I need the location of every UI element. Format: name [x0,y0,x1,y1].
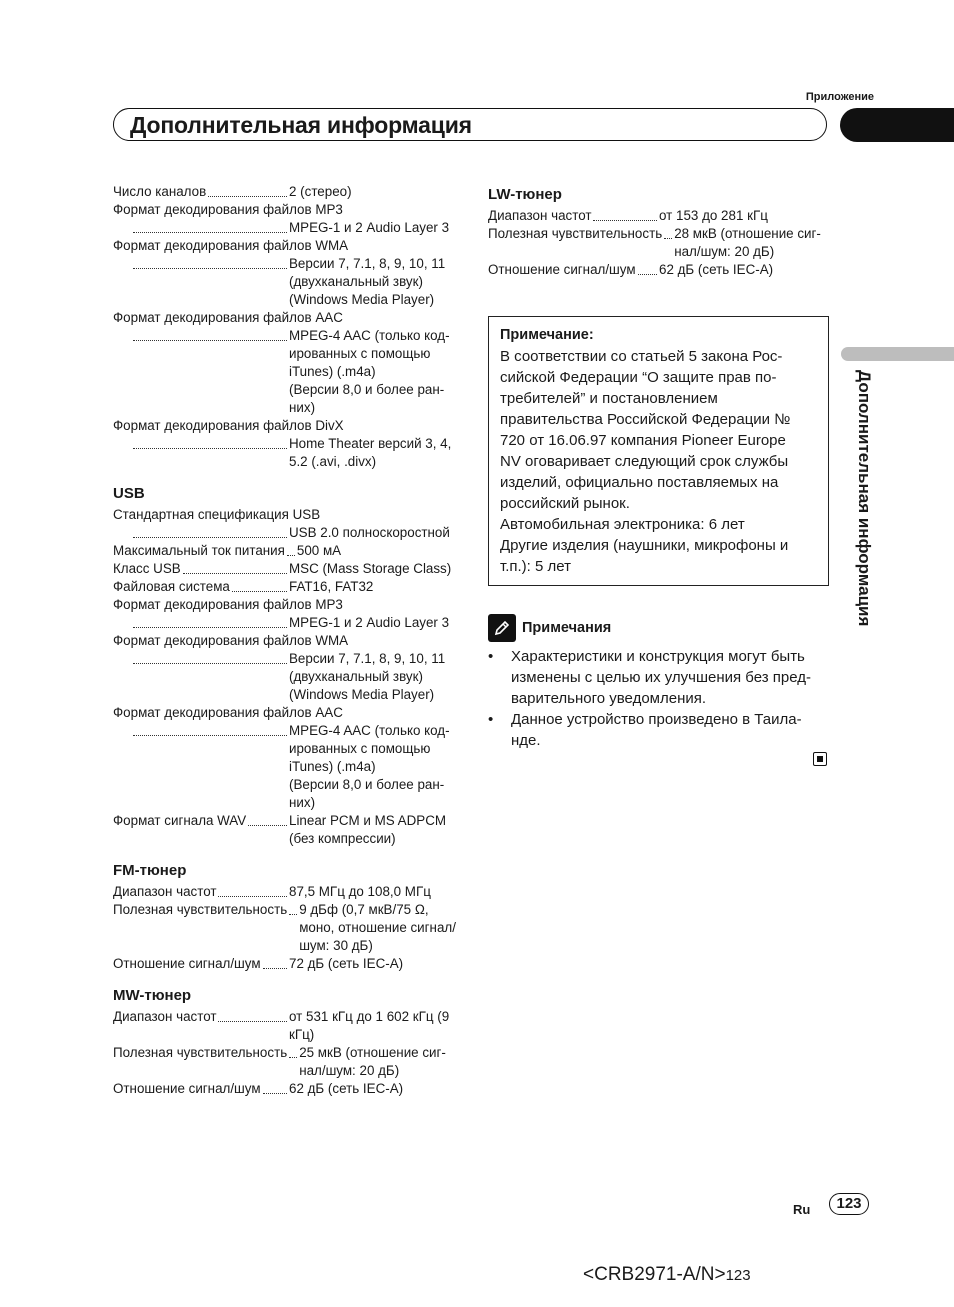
spec-value [289,812,458,848]
list-item-line: варительного уведомления. [511,690,707,707]
bullet-icon: • [488,711,494,728]
spec-row [113,614,458,632]
dot-leader [289,914,297,915]
dot-leader [232,591,287,592]
spec-item [113,183,458,201]
spec-value [299,1044,468,1080]
spec-value [289,327,458,417]
spec-value-line: нал/шум: 20 дБ) [674,244,775,259]
dot-leader [183,573,287,574]
spec-value [674,225,843,261]
spec-item [113,578,458,596]
lw-spec-list [488,207,828,279]
spec-item [113,1044,458,1080]
spec-row [113,183,458,201]
spec-item [113,417,458,471]
spec-item [113,309,458,417]
spec-value-line: MPEG-4 AAC (только код- [289,723,450,738]
dot-leader [638,274,657,275]
spec-value [289,650,458,704]
list-item-text [511,709,802,751]
note-line: российский рынок. [500,495,630,512]
spec-row [113,578,458,596]
spec-value-line: них) [289,795,316,810]
spec-value-line: (двухканальный звук) [289,274,423,289]
spec-row [113,1080,458,1098]
spec-value-line: MPEG-1 и 2 Audio Layer 3 [289,615,450,630]
dot-leader [133,448,287,449]
page-title: Дополнительная информация [130,112,472,138]
spec-value-line: ированных с помощью [289,346,431,361]
spec-value [289,1008,458,1044]
spec-item [113,632,458,704]
spec-item [113,237,458,309]
notes-list [488,646,833,751]
doc-code-page: 123 [725,1267,751,1284]
dot-leader [133,340,287,341]
dot-leader [133,268,287,269]
side-tab-label: Дополнительная информация [855,370,874,627]
spec-value [289,578,458,596]
dot-leader [218,896,287,897]
note-box [488,316,829,586]
note-line: сийской Федерации “О защите прав по- [500,369,777,386]
dot-leader [287,555,295,556]
spec-row [113,1044,458,1080]
spec-row [113,542,458,560]
spec-value-line: 87,5 МГц до 108,0 МГц [289,884,431,899]
dot-leader [218,1021,287,1022]
spec-item [113,596,458,632]
spec-item [488,207,828,225]
general-spec-list [113,183,458,471]
list-item-line: Характеристики и конструкция могут быть [511,648,805,665]
list-item-text [511,646,811,709]
pencil-icon [488,614,516,642]
spec-value [289,524,458,542]
language-code: Ru [793,1202,811,1217]
spec-item [113,812,458,848]
spec-value-line: (Версии 8,0 и более ран- [289,382,445,397]
spec-value [297,542,466,560]
list-item-line: нде. [511,732,541,749]
spec-key: Формат декодирования файлов MP3 [113,597,343,612]
chapter-tab [840,108,954,142]
spec-item [488,225,828,261]
spec-value-line: ированных с помощью [289,741,431,756]
spec-row [113,650,458,704]
spec-value-line: MSC (Mass Storage Class) [289,561,452,576]
spec-item [113,883,458,901]
doc-code-text: <CRB2971-A/N> [583,1264,726,1285]
spec-value-line: кГц) [289,1027,315,1042]
spec-item [113,901,458,955]
spec-value-line: 28 мкВ (отношение сиг- [674,226,821,241]
spec-value-line: MPEG-1 и 2 Audio Layer 3 [289,220,450,235]
spec-key: Формат декодирования файлов WMA [113,633,349,648]
list-item [488,709,833,751]
spec-value-line: 9 дБф (0,7 мкВ/75 Ω, [299,902,429,917]
document-code [583,1264,751,1286]
spec-key: Число каналов [113,184,207,199]
spec-value [289,560,458,578]
spec-key: Формат декодирования файлов AAC [113,705,343,720]
spec-value [289,1080,458,1098]
note-text [500,346,817,577]
spec-row [113,327,458,417]
dot-leader [208,196,287,197]
spec-value-line: iTunes) (.m4a) [289,759,376,774]
spec-value-line: Linear PCM и MS ADPCM [289,813,447,828]
spec-row [488,261,828,279]
spec-item [488,261,828,279]
spec-value [289,883,458,901]
spec-key: Максимальный ток питания [113,543,285,558]
mw-heading: MW-тюнер [113,987,192,1004]
spec-row [113,955,458,973]
note-line: требителей” и постановлением [500,390,718,407]
spec-item [113,1080,458,1098]
spec-value-line: MPEG-4 AAC (только код- [289,328,450,343]
side-tab-marker [841,347,954,361]
fm-spec-list [113,883,458,973]
spec-value [289,219,458,237]
note-line: Другие изделия (наушники, микрофоны и [500,537,789,554]
dot-leader [133,232,287,233]
spec-value-line: 25 мкВ (отношение сиг- [299,1045,446,1060]
spec-row [113,560,458,578]
spec-row [113,901,458,955]
spec-key: Формат декодирования файлов DivX [113,418,344,433]
spec-row [113,219,458,237]
spec-row [113,722,458,812]
spec-item [113,560,458,578]
end-of-section-icon [813,752,827,766]
spec-value-line: USB 2.0 полноскоростной [289,525,450,540]
spec-value [659,207,828,225]
note-line: NV оговаривает следующий срок службы [500,453,789,470]
spec-row [113,1008,458,1044]
spec-value-line: (Windows Media Player) [289,687,435,702]
list-item [488,646,833,709]
spec-item [113,542,458,560]
spec-value-line: моно, отношение сигнал/ [299,920,456,935]
spec-value [289,255,458,309]
spec-key: Отношение сигнал/шум [488,262,636,277]
spec-item [113,1008,458,1044]
spec-value-line: (Windows Media Player) [289,292,435,307]
spec-row [113,812,458,848]
spec-key: Формат сигнала WAV [113,813,247,828]
dot-leader [289,1057,297,1058]
usb-spec-list [113,506,458,848]
spec-key: Класс USB [113,561,181,576]
spec-item [113,955,458,973]
note-line: 720 от 16.06.97 компания Pioneer Europe [500,432,786,449]
note-heading: Примечание: [500,327,594,343]
spec-value [659,261,828,279]
spec-item [113,704,458,812]
bullet-icon: • [488,648,494,665]
spec-row [113,435,458,471]
mw-spec-list [113,1008,458,1098]
spec-key: Диапазон частот [113,1009,217,1024]
spec-value-line: нал/шум: 20 дБ) [299,1063,400,1078]
page-number: 123 [829,1193,869,1215]
list-item-line: Данное устройство произведено в Таила- [511,711,802,728]
note-line: т.п.): 5 лет [500,558,571,575]
spec-key: Отношение сигнал/шум [113,1081,261,1096]
spec-value-line: FAT16, FAT32 [289,579,374,594]
spec-value-line: 2 (стерео) [289,184,352,199]
spec-row [488,225,828,261]
spec-value-line: (без компрессии) [289,831,396,846]
dot-leader [263,968,287,969]
spec-key: Полезная чувствительность [113,902,288,917]
spec-row [113,255,458,309]
spec-value-line: iTunes) (.m4a) [289,364,376,379]
spec-value-line: Версии 7, 7.1, 8, 9, 10, 11 [289,651,446,666]
dot-leader [133,663,287,664]
dot-leader [133,627,287,628]
spec-value-line: 72 дБ (сеть IEC-A) [289,956,404,971]
section-label: Приложение [805,91,874,103]
spec-row [113,883,458,901]
spec-value [289,435,458,471]
spec-value [289,955,458,973]
spec-item [113,201,458,237]
spec-value-line: Версии 7, 7.1, 8, 9, 10, 11 [289,256,446,271]
spec-value-line: (Версии 8,0 и более ран- [289,777,445,792]
dot-leader [133,537,287,538]
spec-value-line: 62 дБ (сеть IEC-A) [659,262,774,277]
spec-value-line: 5.2 (.avi, .divx) [289,454,377,469]
spec-value [289,183,458,201]
spec-key: Стандартная спецификация USB [113,507,321,522]
list-item-line: изменены с целью их улучшения без пред- [511,669,812,686]
dot-leader [593,220,657,221]
fm-heading: FM-тюнер [113,862,187,879]
spec-value-line: от 531 кГц до 1 602 кГц (9 [289,1009,450,1024]
note-line: изделий, официально поставляемых на [500,474,779,491]
spec-key: Отношение сигнал/шум [113,956,261,971]
notes-header [488,614,611,642]
spec-key: Файловая система [113,579,230,594]
spec-value [299,901,468,955]
spec-value [289,614,458,632]
spec-key: Формат декодирования файлов AAC [113,310,343,325]
note-line: Автомобильная электроника: 6 лет [500,516,745,533]
left-column [113,183,458,1098]
spec-value-line: 500 мА [296,543,342,558]
spec-value-line: шум: 30 дБ) [299,938,373,953]
dot-leader [133,735,287,736]
dot-leader [263,1093,287,1094]
spec-value-line: 62 дБ (сеть IEC-A) [289,1081,404,1096]
spec-row [488,207,828,225]
spec-key: Формат декодирования файлов MP3 [113,202,343,217]
dot-leader [664,238,672,239]
spec-key: Полезная чувствительность [488,226,663,241]
spec-value-line: (двухканальный звук) [289,669,423,684]
right-column [488,185,828,279]
note-line: В соответствии со статьей 5 закона Рос- [500,348,783,365]
spec-value [289,722,458,812]
dot-leader [248,825,287,826]
notes-heading: Примечания [522,620,612,636]
usb-heading: USB [113,485,145,502]
lw-heading: LW-тюнер [488,186,562,203]
spec-value-line: Home Theater версий 3, 4, [289,436,452,451]
spec-value-line: них) [289,400,316,415]
spec-key: Диапазон частот [113,884,217,899]
spec-value-line: от 153 до 281 кГц [659,208,768,223]
spec-row [113,524,458,542]
note-line: правительства Российской Федерации № [500,411,791,428]
spec-key: Формат декодирования файлов WMA [113,238,349,253]
spec-key: Диапазон частот [488,208,592,223]
spec-key: Полезная чувствительность [113,1045,288,1060]
spec-item [113,506,458,542]
